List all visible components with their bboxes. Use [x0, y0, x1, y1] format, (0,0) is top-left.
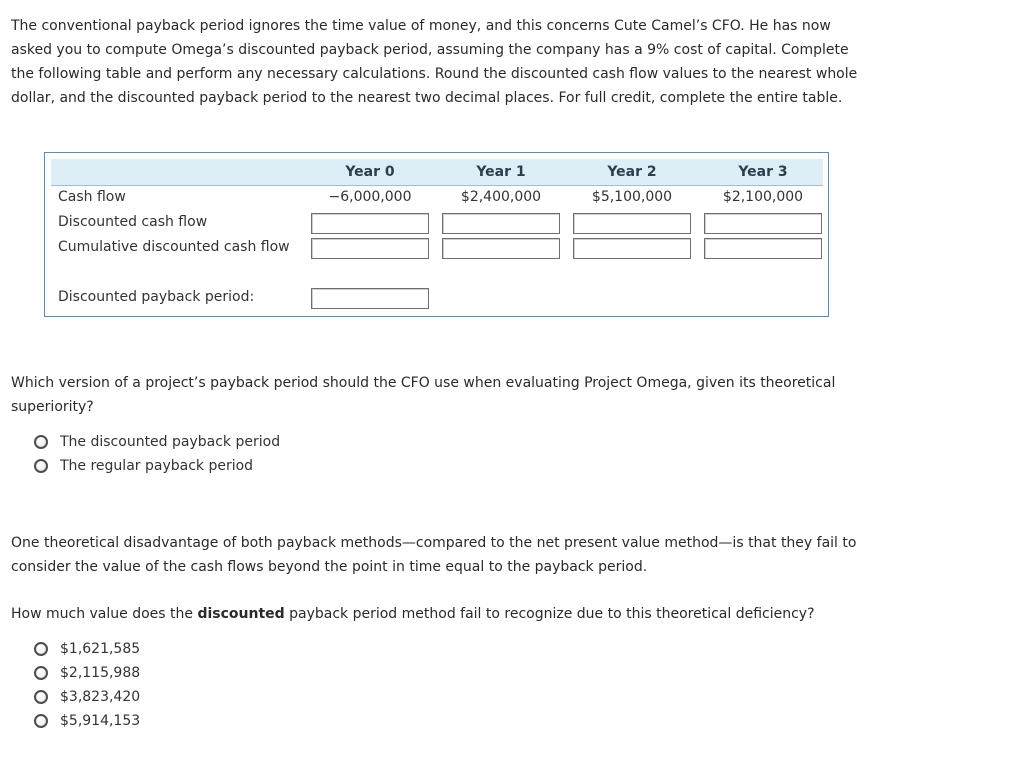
option-amount-4[interactable]: $5,914,153 — [34, 711, 140, 731]
option-regular-payback[interactable]: The regular payback period — [34, 456, 253, 476]
option-amount-1[interactable]: $1,621,585 — [34, 639, 140, 659]
option-amount-2[interactable]: $2,115,988 — [34, 663, 140, 683]
row-label-cash-flow: Cash flow — [58, 189, 126, 205]
radio-button-icon[interactable] — [34, 459, 48, 473]
radio-button-icon[interactable] — [34, 642, 48, 656]
radio-button-icon[interactable] — [34, 714, 48, 728]
question-payback-version: Which version of a project’s payback period should the CFO use when evaluating Project Omega, given its theoretical superiority? — [11, 375, 836, 415]
cumulative-cash-flow-year-2-input[interactable] — [573, 238, 691, 259]
option-amount-3[interactable]: $3,823,420 — [34, 687, 140, 707]
column-header-year-0: Year 0 — [345, 164, 395, 180]
row-label-discounted-cash-flow: Discounted cash flow — [58, 214, 208, 230]
discounted-cash-flow-year-0-input[interactable] — [311, 213, 429, 234]
cash-flow-year-3: $2,100,000 — [722, 189, 804, 205]
discounted-payback-table — [44, 152, 829, 317]
column-header-year-3: Year 3 — [738, 164, 788, 180]
discounted-cash-flow-year-2-input[interactable] — [573, 213, 691, 234]
option-discounted-payback[interactable]: The discounted payback period — [34, 432, 280, 452]
cash-flow-year-1: $2,400,000 — [460, 189, 542, 205]
question-value-not-recognized: How much value does the discounted payback period method fail to recognize due to this theoretical deficiency? — [11, 606, 815, 622]
statement-theoretical-disadvantage: One theoretical disadvantage of both payback methods—compared to the net present value method—is that they fail to consider the value of the cash flows beyond the point in time equal to the payback period. — [11, 535, 857, 575]
radio-button-icon[interactable] — [34, 690, 48, 704]
column-header-year-2: Year 2 — [607, 164, 657, 180]
cash-flow-year-0: −6,000,000 — [328, 189, 412, 205]
discounted-payback-period-input[interactable] — [311, 288, 429, 309]
discounted-cash-flow-year-3-input[interactable] — [704, 213, 822, 234]
row-label-cumulative-discounted-cash-flow: Cumulative discounted cash flow — [58, 239, 290, 255]
cumulative-cash-flow-year-1-input[interactable] — [442, 238, 560, 259]
radio-button-icon[interactable] — [34, 435, 48, 449]
radio-button-icon[interactable] — [34, 666, 48, 680]
row-label-discounted-payback-period: Discounted payback period: — [58, 289, 255, 305]
column-header-year-1: Year 1 — [476, 164, 526, 180]
discounted-cash-flow-year-1-input[interactable] — [442, 213, 560, 234]
cash-flow-year-2: $5,100,000 — [591, 189, 673, 205]
emphasis-discounted: discounted — [197, 606, 285, 622]
intro-paragraph: The conventional payback period ignores the time value of money, and this concerns Cute Camel’s CFO. He has now asked you to compute Omega’s discounted payback period, assuming the company has a 9% cost of capital. Complete the following table and perform any necessary calculations. Round the discounted cash flow values to the nearest whole dollar, and the discounted payback period to the nearest two decimal places. For full credit, complete the entire table. — [11, 18, 858, 106]
cumulative-cash-flow-year-3-input[interactable] — [704, 238, 822, 259]
cumulative-cash-flow-year-0-input[interactable] — [311, 238, 429, 259]
